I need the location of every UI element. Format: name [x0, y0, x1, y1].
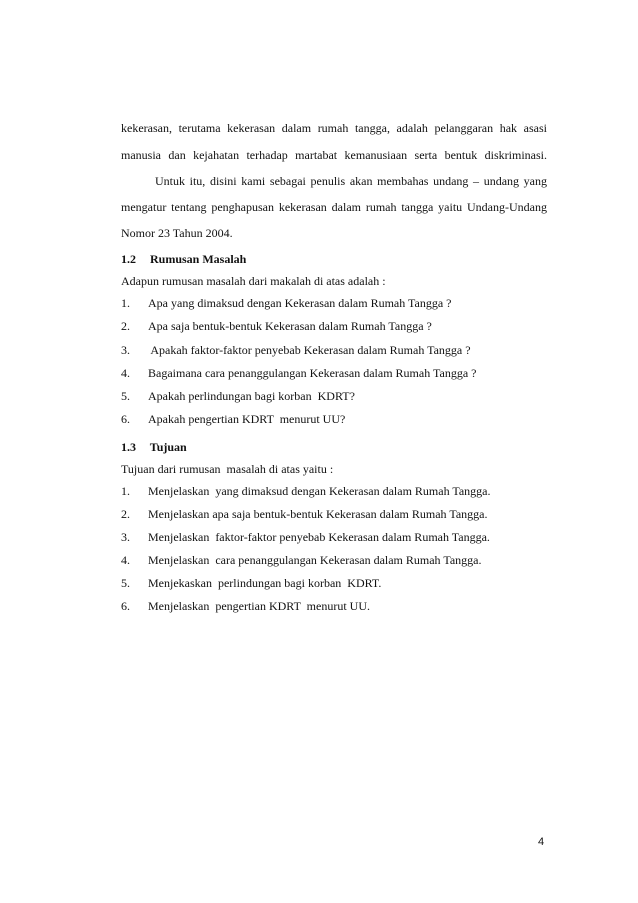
section-title: Tujuan — [149, 440, 187, 454]
page-number: 4 — [538, 836, 545, 848]
section-number: 1.2 — [121, 252, 136, 266]
section-heading-rumusan-masalah — [121, 252, 246, 266]
paragraph-line-2: manusia dan kejahatan terhadap martabat kemanusiaan serta bentuk diskriminasi. — [121, 148, 547, 162]
list-item-number: 4. — [121, 553, 130, 567]
paragraph-line-1: kekerasan, terutama kekerasan dalam rumah tangga, adalah pelanggaran hak asasi — [121, 121, 547, 135]
list-item-number: 3. — [121, 343, 130, 357]
list-item-text: Menjekaskan perlindungan bagi korban KDRT. — [148, 576, 382, 590]
list-item-text: Apakah faktor-faktor penyebab Kekerasan dalam Rumah Tangga ? — [148, 343, 471, 357]
section-intro: Tujuan dari rumusan masalah di atas yaitu : — [121, 462, 334, 476]
section-heading-tujuan — [121, 440, 187, 454]
list-item-number: 1. — [121, 484, 130, 498]
list-item-number: 3. — [121, 530, 130, 544]
list-item-text: Apa yang dimaksud dengan Kekerasan dalam Rumah Tangga ? — [148, 296, 452, 310]
paragraph-line-3: Untuk itu, disini kami sebagai penulis akan membahas undang – undang yang — [155, 174, 547, 188]
list-item-number: 1. — [121, 296, 130, 310]
paragraph-line-5: Nomor 23 Tahun 2004. — [121, 226, 233, 240]
list-item-text: Menjelaskan apa saja bentuk-bentuk Kekerasan dalam Rumah Tangga. — [148, 507, 488, 521]
list-item-number: 6. — [121, 412, 130, 426]
list-item-number: 2. — [121, 507, 130, 521]
list-item-number: 6. — [121, 599, 130, 613]
list-item-text: Apakah perlindungan bagi korban KDRT? — [148, 389, 355, 403]
list-item-text: Menjelaskan yang dimaksud dengan Kekerasan dalam Rumah Tangga. — [148, 484, 491, 498]
list-item-text: Menjelaskan cara penanggulangan Kekerasan dalam Rumah Tangga. — [148, 553, 482, 567]
paragraph-line-4: mengatur tentang penghapusan kekerasan dalam rumah tangga yaitu Undang-Undang — [121, 200, 547, 214]
list-item-number: 2. — [121, 319, 130, 333]
list-item-number: 4. — [121, 366, 130, 380]
list-item-number: 5. — [121, 389, 130, 403]
section-number: 1.3 — [121, 440, 136, 454]
list-item-text: Apakah pengertian KDRT menurut UU? — [148, 412, 346, 426]
list-item-text: Menjelaskan faktor-faktor penyebab Kekerasan dalam Rumah Tangga. — [148, 530, 490, 544]
section-intro: Adapun rumusan masalah dari makalah di atas adalah : — [121, 274, 386, 288]
section-title: Rumusan Masalah — [150, 252, 247, 266]
list-item-number: 5. — [121, 576, 130, 590]
list-item-text: Menjelaskan pengertian KDRT menurut UU. — [148, 599, 371, 613]
list-item-text: Bagaimana cara penanggulangan Kekerasan dalam Rumah Tangga ? — [148, 366, 477, 380]
list-item-text: Apa saja bentuk-bentuk Kekerasan dalam Rumah Tangga ? — [148, 319, 432, 333]
